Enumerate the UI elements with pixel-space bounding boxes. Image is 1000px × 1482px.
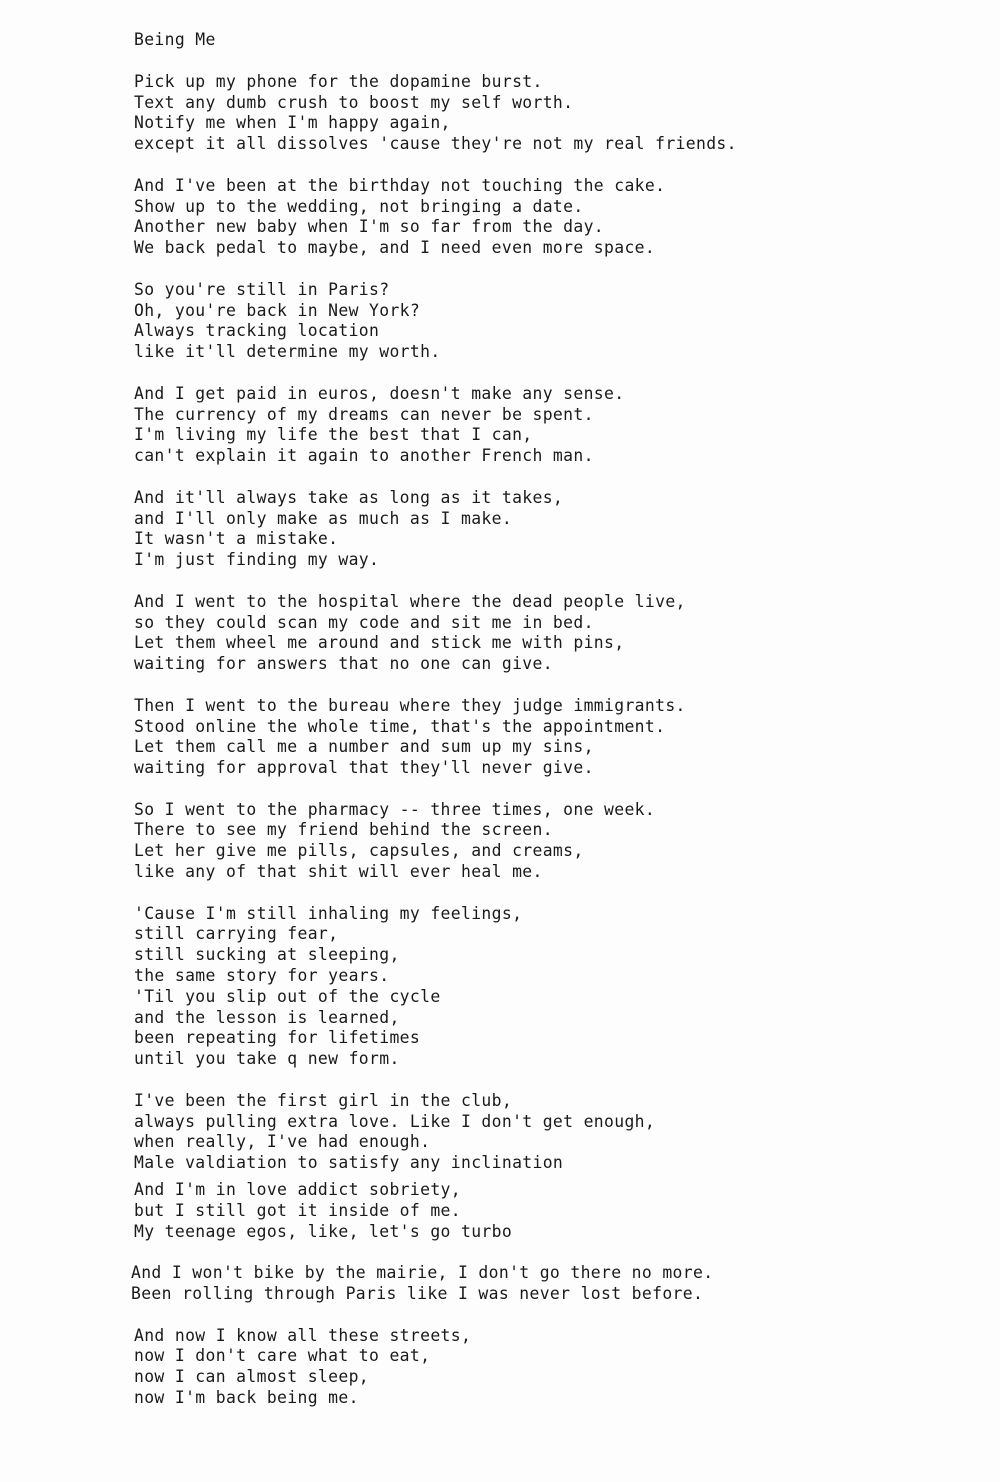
poem-line: And now I know all these streets, — [134, 1325, 472, 1345]
poem-line: now I don't care what to eat, — [134, 1346, 431, 1366]
poem-line: like any of that shit will ever heal me. — [134, 862, 543, 882]
poem-line: Text any dumb crush to boost my self worth. — [134, 92, 574, 112]
poem-line: now I can almost sleep, — [134, 1367, 370, 1387]
poem-line: been repeating for lifetimes — [134, 1028, 421, 1048]
poem-line: so they could scan my code and sit me in bed. — [134, 612, 594, 632]
poem-line: except it all dissolves 'cause they're not my real friends. — [134, 134, 737, 154]
poem-line: now I'm back being me. — [134, 1388, 359, 1407]
poem-line: And it'll always take as long as it takes, — [134, 487, 564, 507]
poem-line: I've been the first girl in the club, — [134, 1090, 513, 1110]
poem-line: I'm just finding my way. — [134, 550, 380, 570]
poem-line: 'Til you slip out of the cycle — [134, 986, 441, 1006]
stanza — [134, 384, 974, 467]
poem-line: The currency of my dreams can never be spent. — [134, 404, 594, 424]
poem-line: Pick up my phone for the dopamine burst. — [134, 71, 543, 91]
poem-line: And I've been at the birthday not touching the cake. — [134, 175, 666, 195]
poem-line: So you're still in Paris? — [134, 279, 390, 299]
stanza — [131, 1263, 974, 1305]
poem-line: still carrying fear, — [134, 924, 339, 944]
poem-line: Show up to the wedding, not bringing a date. — [134, 196, 584, 216]
poem-line: Oh, you're back in New York? — [134, 300, 421, 320]
stanza — [134, 176, 974, 259]
poem-line: Let them wheel me around and stick me with pins, — [134, 633, 625, 653]
poem-line: and the lesson is learned, — [134, 1007, 400, 1027]
poem-line: And I get paid in euros, doesn't make any sense. — [134, 383, 625, 403]
poem-line: My teenage egos, like, let's go turbo — [134, 1221, 513, 1241]
poem-line: Stood online the whole time, that's the appointment. — [134, 716, 666, 736]
stanza — [134, 592, 974, 675]
poem-line: but I still got it inside of me. — [134, 1200, 461, 1220]
poem-line: So I went to the pharmacy -- three times, one week. — [134, 799, 656, 819]
poem-line: There to see my friend behind the screen. — [134, 820, 553, 840]
poem-line: 'Cause I'm still inhaling my feelings, — [134, 903, 523, 923]
poem-line: can't explain it again to another French man. — [134, 446, 594, 466]
poem-line: waiting for approval that they'll never give. — [134, 758, 594, 778]
stanza — [134, 280, 974, 363]
stanza — [134, 1326, 974, 1409]
stanza — [134, 696, 974, 779]
poem-title: Being Me — [134, 30, 216, 49]
stanza — [134, 488, 974, 571]
poem-line: It wasn't a mistake. — [134, 529, 339, 549]
poem-line: always pulling extra love. Like I don't get enough, — [134, 1111, 656, 1131]
poem-line: Always tracking location — [134, 321, 380, 341]
poem-line: I'm living my life the best that I can, — [134, 425, 533, 445]
poem-line: We back pedal to maybe, and I need even more space. — [134, 238, 656, 258]
poem-line: Male valdiation to satisfy any inclination — [134, 1153, 564, 1173]
poem-line: And I went to the hospital where the dead people live, — [134, 591, 686, 611]
poem-line: the same story for years. — [134, 966, 390, 986]
poem-line: Notify me when I'm happy again, — [134, 113, 451, 133]
poem-line: like it'll determine my worth. — [134, 342, 441, 362]
poem-line: until you take q new form. — [134, 1049, 400, 1069]
poem-line: Let them call me a number and sum up my sins, — [134, 737, 594, 757]
poem-line: And I won't bike by the mairie, I don't go there no more. — [131, 1263, 714, 1283]
poem — [131, 30, 974, 1430]
poem-line: Let her give me pills, capsules, and creams, — [134, 841, 584, 861]
poem-line: And I'm in love addict sobriety, — [134, 1180, 461, 1200]
stanza — [134, 1180, 974, 1242]
poem-line: when really, I've had enough. — [134, 1132, 431, 1152]
stanza — [134, 1091, 974, 1174]
poem-line: Been rolling through Paris like I was never lost before. — [131, 1284, 704, 1304]
stanza — [134, 904, 974, 1070]
poem-line: still sucking at sleeping, — [134, 945, 400, 965]
poem-line: Another new baby when I'm so far from the day. — [134, 217, 605, 237]
stanza — [134, 72, 974, 155]
stanza — [134, 800, 974, 883]
poem-line: waiting for answers that no one can give. — [134, 654, 553, 674]
poem-line: and I'll only make as much as I make. — [134, 508, 513, 528]
poem-line: Then I went to the bureau where they judge immigrants. — [134, 695, 686, 715]
